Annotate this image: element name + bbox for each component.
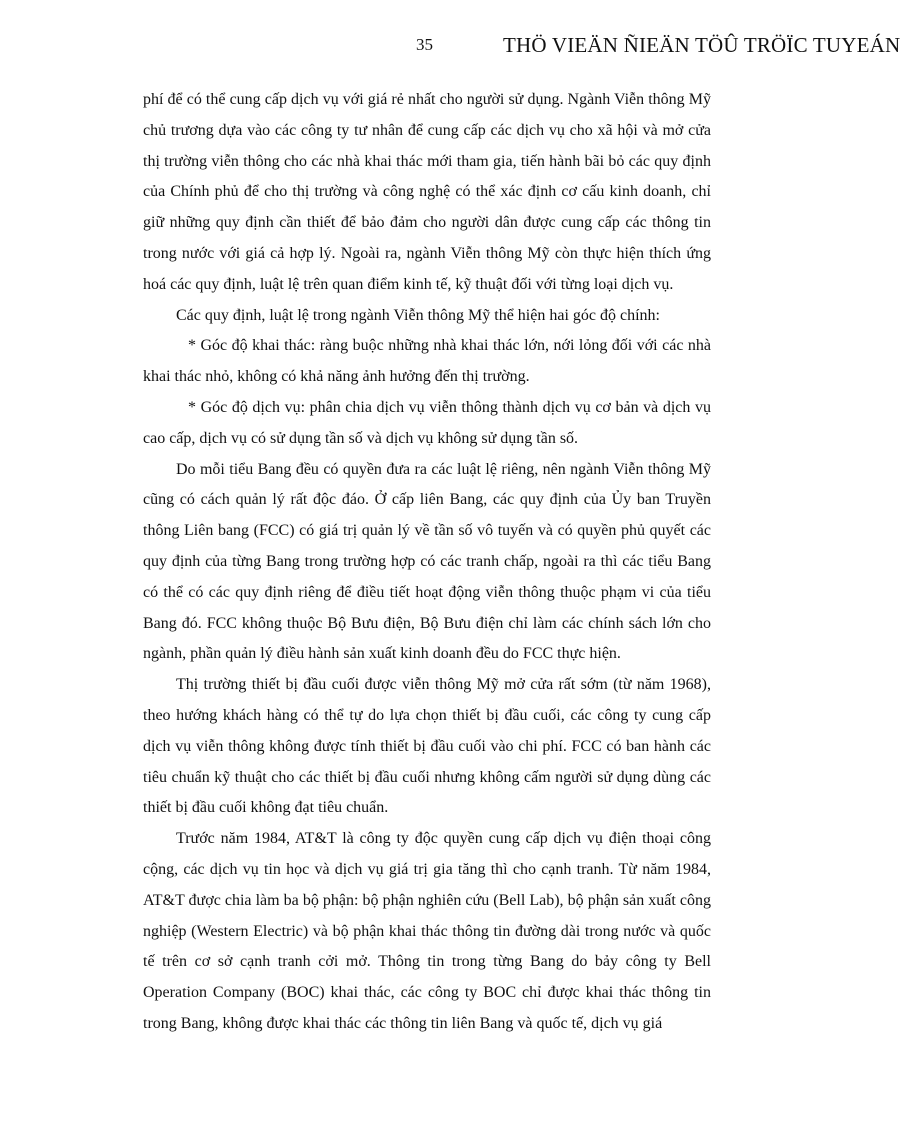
paragraph-intro: Các quy định, luật lệ trong ngành Viễn thông Mỹ thể hiện hai góc độ chính: bbox=[176, 306, 660, 324]
bullet-service: * Góc độ dịch vụ: phân chia dịch vụ viễn thông thành dịch vụ cơ bản và dịch vụ cao cấp, dịch vụ có sử dụng tần số và dịch vụ không sử dụng tần số. bbox=[143, 398, 711, 447]
paragraph-att: Trước năm 1984, AT&T là công ty độc quyền cung cấp dịch vụ điện thoại công cộng, các dịch vụ tin học và dịch vụ giá trị gia tăng thì cho cạnh tranh. Từ năm 1984, AT&T được chia làm ba bộ phận: bộ phận nghiên cứu (Bell Lab), bộ phận sản xuất công nghiệp (Western Electric) và bộ phận khai thác thông tin đường dài trong nước và quốc tế trên cơ sở cạnh tranh cởi mở. Thông tin trong từng Bang do bảy công ty Bell Operation Company (BOC) khai thác, các công ty BOC chỉ được khai thác thông tin trong Bang, không được khai thác các thông tin liên Bang và quốc tế, dịch vụ giá bbox=[143, 830, 711, 1032]
page-number: 35 bbox=[416, 35, 433, 54]
header-title: THÖ VIEÄN ÑIEÄN TÖÛ TRÖÏC TUYEÁN bbox=[503, 33, 900, 57]
body-text bbox=[143, 85, 711, 1040]
paragraph-fcc: Do mỗi tiểu Bang đều có quyền đưa ra các luật lệ riêng, nên ngành Viễn thông Mỹ cũng có cách quản lý rất độc đáo. Ở cấp liên Bang, các quy định của Ủy ban Truyền thông Liên bang (FCC) có giá trị quản lý về tần số vô tuyến và có quyền phủ quyết các quy định của từng Bang trong trường hợp có các tranh chấp, ngoài ra thì các tiểu Bang có thể có các quy định riêng để điều tiết hoạt động viễn thông thuộc phạm vi của tiểu Bang đó. FCC không thuộc Bộ Bưu điện, Bộ Bưu điện chỉ làm các chính sách lớn cho ngành, phần quản lý điều hành sản xuất kinh doanh đều do FCC thực hiện. bbox=[143, 460, 711, 663]
paragraph-continuation: phí để có thể cung cấp dịch vụ với giá rẻ nhất cho người sử dụng. Ngành Viễn thông Mỹ chủ trương dựa vào các công ty tư nhân để cung cấp các dịch vụ cho xã hội và mở cửa thị trường viễn thông cho các nhà khai thác mới tham gia, tiến hành bãi bỏ các quy định của Chính phủ để cho thị trường và công nghệ có thể xác định cơ cấu kinh doanh, chỉ giữ những quy định cần thiết để bảo đảm cho người dân được cung cấp các thông tin trong nước với giá cả hợp lý. Ngoài ra, ngành Viễn thông Mỹ còn thực hiện thích ứng hoá các quy định, luật lệ trên quan điểm kinh tế, kỹ thuật đối với từng loại dịch vụ. bbox=[143, 91, 711, 293]
paragraph-terminal-market: Thị trường thiết bị đầu cuối được viễn thông Mỹ mở cửa rất sớm (từ năm 1968), theo hướng khách hàng có thể tự do lựa chọn thiết bị đầu cuối, các công ty cung cấp dịch vụ viễn thông không được tính thiết bị đầu cuối vào chi phí. FCC có ban hành các tiêu chuẩn kỹ thuật cho các thiết bị đầu cuối nhưng không cấm người sử dụng dùng các thiết bị đầu cuối không đạt tiêu chuẩn. bbox=[143, 676, 711, 817]
bullet-operation: * Góc độ khai thác: ràng buộc những nhà khai thác lớn, nới lỏng đối với các nhà khai thác nhỏ, không có khả năng ảnh hưởng đến thị trường. bbox=[143, 337, 711, 386]
